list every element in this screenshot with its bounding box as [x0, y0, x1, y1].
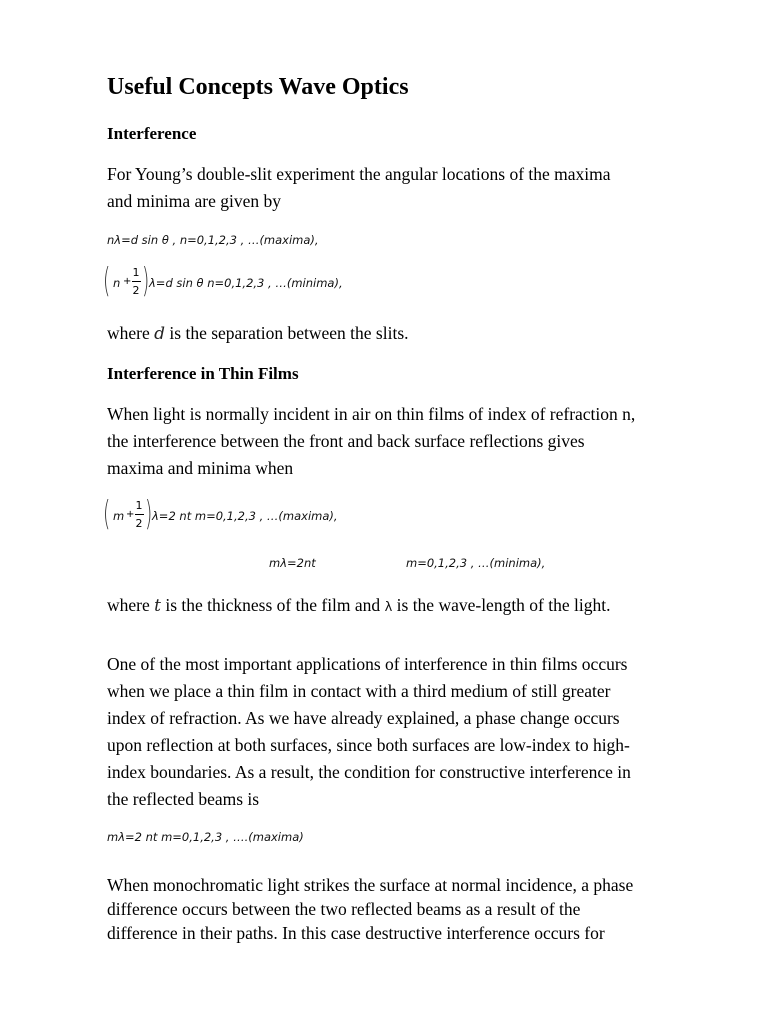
plus-sign: + — [126, 509, 135, 520]
fraction-numerator: 1 — [135, 499, 143, 512]
text-line: index of refraction. As we have already explained, a phase change occurs — [107, 708, 620, 728]
text-line: the interference between the front and back surface reflections gives — [107, 431, 585, 451]
fraction-numerator: 1 — [132, 266, 140, 279]
text-fragment: where — [107, 595, 155, 615]
fraction-bar — [132, 281, 141, 282]
application-paragraph — [107, 651, 727, 813]
left-paren: ( — [103, 261, 111, 301]
var-t: t — [154, 596, 161, 616]
text-fragment: where — [107, 323, 155, 343]
fraction-bar — [135, 514, 144, 515]
thin-films-intro — [107, 401, 727, 482]
left-paren: ( — [103, 494, 111, 534]
text-line: maxima and minima when — [107, 458, 294, 478]
eq-var: m — [113, 509, 125, 523]
eq-rest: λ=2 nt m=0,1,2,3 , …(maxima), — [152, 509, 338, 523]
text-line: when we place a thin film in contact with a third medium of still greater — [107, 681, 611, 701]
interference-where — [107, 320, 727, 348]
text-fragment: is the separation between the slits. — [165, 323, 409, 343]
eq-var: n — [113, 276, 121, 290]
text-fragment: is the wave-length of the light. — [392, 595, 611, 615]
text-line: One of the most important applications of interference in thin films occurs — [107, 654, 628, 674]
equation-thin-minima-left: mλ=2nt — [269, 556, 316, 570]
text-line: When monochromatic light strikes the surface at normal incidence, a phase — [107, 875, 634, 895]
text-line: and minima are given by — [107, 191, 281, 211]
text-line: For Young’s double-slit experiment the angular locations of the maxima — [107, 164, 611, 184]
right-paren: ) — [145, 494, 153, 534]
equation-minima — [103, 262, 363, 306]
text-line: index boundaries. As a result, the condition for constructive interference in — [107, 762, 631, 782]
text-line: difference occurs between the two reflected beams as a result of the — [107, 899, 581, 919]
text-line: When light is normally incident in air on thin films of index of refraction n, — [107, 404, 636, 424]
interference-intro — [107, 161, 727, 215]
text-line: the reflected beams is — [107, 789, 260, 809]
equation-maxima: nλ=d sin θ , n=0,1,2,3 , …(maxima), — [107, 233, 319, 247]
fraction-denominator: 2 — [135, 517, 143, 530]
heading-interference: Interference — [107, 124, 197, 143]
eq-rest: λ=d sin θ n=0,1,2,3 , …(minima), — [149, 276, 343, 290]
var-d: d — [154, 324, 166, 344]
text-line: difference in their paths. In this case destructive interference occurs for — [107, 923, 605, 943]
text-fragment: is the thickness of the film and — [160, 595, 385, 615]
plus-sign: + — [123, 276, 132, 287]
equation-constructive: mλ=2 nt m=0,1,2,3 , ….(maxima) — [107, 830, 304, 844]
equation-thin-minima-right: m=0,1,2,3 , …(minima), — [406, 556, 546, 570]
var-lambda: λ — [384, 600, 393, 615]
text-line: upon reflection at both surfaces, since both surfaces are low-index to high- — [107, 735, 630, 755]
thin-films-where — [107, 592, 727, 621]
fraction-denominator: 2 — [132, 284, 140, 297]
page-title: Useful Concepts Wave Optics — [107, 74, 409, 100]
monochromatic-paragraph — [107, 873, 727, 945]
equation-thin-maxima — [103, 495, 363, 539]
right-paren: ) — [142, 261, 150, 301]
heading-thin-films: Interference in Thin Films — [107, 364, 299, 383]
